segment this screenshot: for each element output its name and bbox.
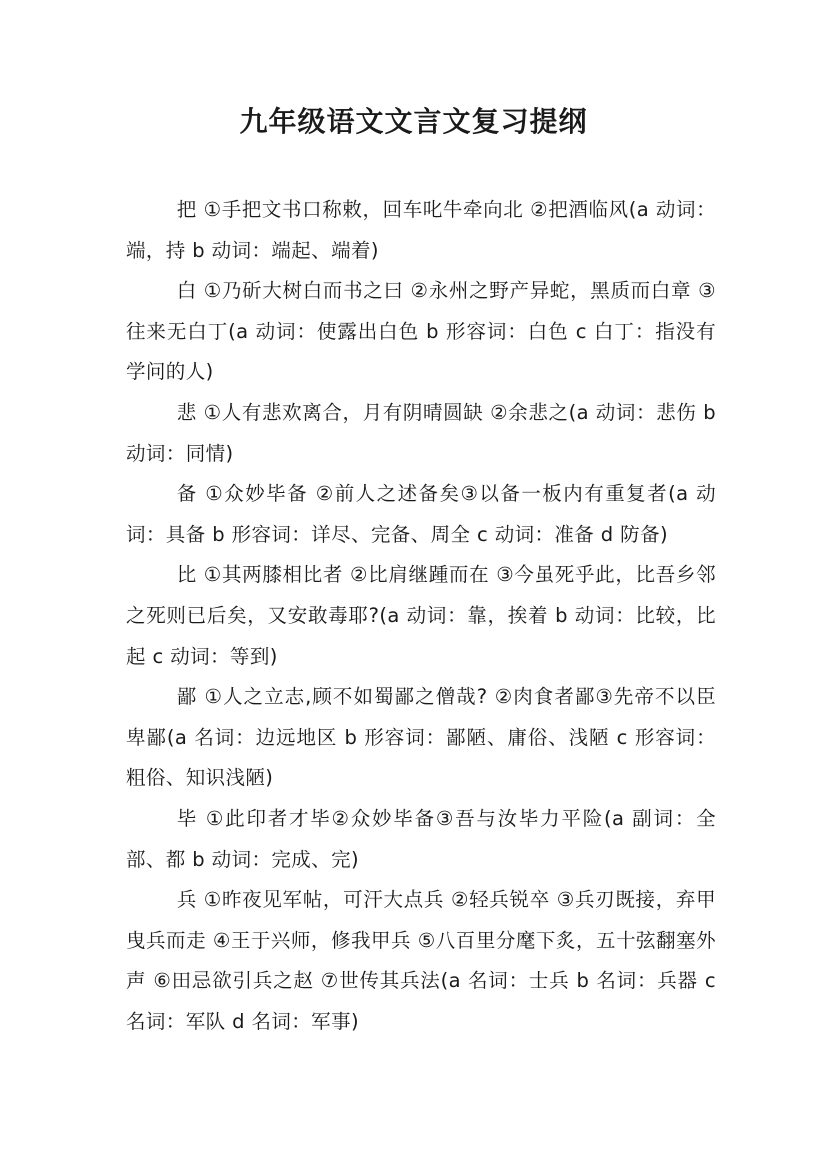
document-body xyxy=(126,190,716,1042)
entry-ba: 把 ①手把文书口称敕，回车叱牛牵向北 ②把酒临风(a 动词：端，持 b 动词：端起、端着) xyxy=(126,198,716,262)
entry-bing: 兵 ①昨夜见军帖，可汗大点兵 ②轻兵锐卒 ③兵刃既接，弃甲曳兵而走 ④王于兴师，修我甲兵 ⑤八百里分麾下炙，五十弦翻塞外声 ⑥田忌欲引兵之赵 ⑦世传其兵法(a 名词：士兵 b 名词：兵器 c 名词：军队 d 名词：军事) xyxy=(126,888,716,1033)
entry-bai: 白 ①乃斫大树白而书之曰 ②永州之野产异蛇，黑质而白章 ③往来无白丁(a 动词：使露出白色 b 形容词：白色 c 白丁：指没有学问的人) xyxy=(126,279,716,384)
entry-bei-sad: 悲 ①人有悲欢离合，月有阴晴圆缺 ②余悲之(a 动词：悲伤 b 动词：同情) xyxy=(126,400,716,465)
entry-bi-finish: 毕 ①此印者才毕②众妙毕备③吾与汝毕力平险(a 副词：全部、都 b 动词：完成、完) xyxy=(126,806,716,871)
entry-bi-humble: 鄙 ①人之立志,顾不如蜀鄙之僧哉? ②肉食者鄙③先帝不以臣卑鄙(a 名词：边远地区 b 形容词：鄙陋、庸俗、浅陋 c 形容词：粗俗、知识浅陋) xyxy=(126,685,716,790)
page-title: 九年级语文文言文复习提纲 xyxy=(239,105,588,138)
entry-bei-prepare: 备 ①众妙毕备 ②前人之述备矣③以备一板内有重复者(a 动词：具备 b 形容词：详尽、完备、周全 c 动词：准备 d 防备) xyxy=(126,482,716,546)
entry-bi-compare: 比 ①其两膝相比者 ②比肩继踵而在 ③今虽死乎此，比吾乡邻之死则已后矣，又安敢毒耶?(a 动词：靠，挨着 b 动词：比较，比起 c 动词：等到) xyxy=(126,563,716,668)
